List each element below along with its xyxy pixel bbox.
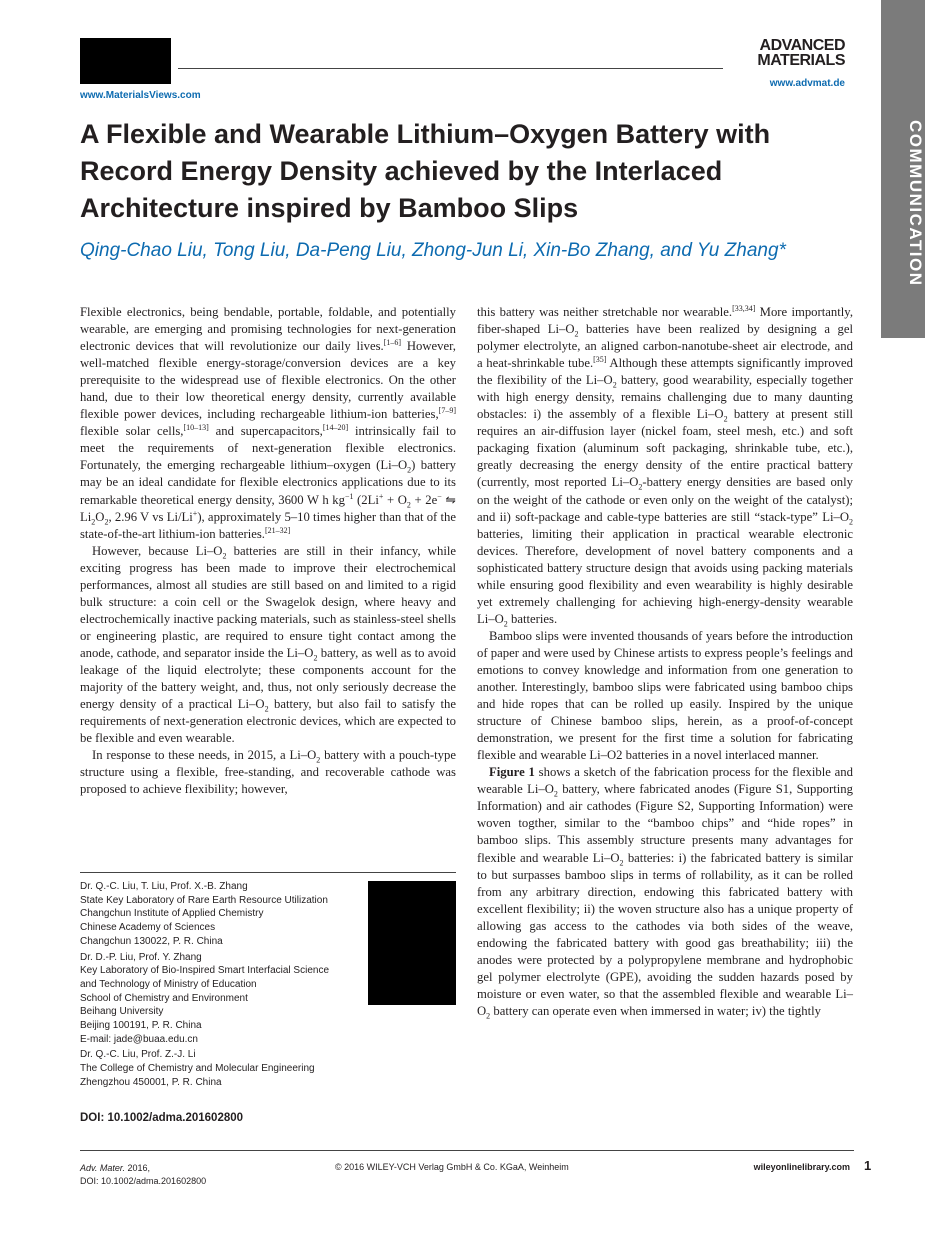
journal-logo	[730, 38, 845, 76]
journal-name: Adv. Mater.	[80, 1163, 126, 1173]
journal-year: 2016,	[125, 1163, 151, 1173]
right-column	[477, 304, 853, 1020]
footer-citation	[80, 1162, 206, 1188]
affiliation-block: Dr. Q.-C. Liu, Prof. Z.-J. Li The College of Chemistry and Molecular Engineering Zhengzhou 450001, P. R. China	[80, 1049, 315, 1088]
paragraph: Bamboo slips were invented thousands of years before the introduction of paper and were used by Chinese artists to express people’s feelings and emotions to convey knowledge and information from one generation to another. Interestingly, bamboo slips were fabricated using bamboo chips and hide ropes that can be rolled up easily. Inspired by the unique structure of Chinese bamboo slips, herein, as a proof-of-concept demonstration, we present for the first time a solution for fabricating flexible and wearable Li–O2 batteries in a novel interlaced manner.	[477, 628, 853, 763]
affiliations	[80, 880, 380, 1092]
page-number: 1	[864, 1158, 872, 1173]
author-list: Qing-Chao Liu, Tong Liu, Da-Peng Liu, Zhong-Jun Li, Xin-Bo Zhang, and Yu Zhang*	[80, 240, 786, 261]
affiliation-rule	[80, 872, 456, 873]
logo-line-1: ADVANCED	[759, 37, 845, 54]
footer-rule	[80, 1150, 854, 1151]
figure-1-reference[interactable]: Figure 1	[489, 765, 535, 780]
paragraph: this battery was neither stretchable nor wearable.[33,34] More importantly, fiber-shaped $Li-O_2$ batteries have been realized by designing a gel polymer electrolyte, an aligned carbon-nanotube-sheet air electrode, and a heat-shrinkable tube.[35] Although these attempts significantly improved the flexibility of the $Li-O_2$ battery, good wearability, especially together with high energy density, remains challenging due to many daunting obstacles: i) the assembly of a flexible $Li-O_2$ battery at present still requires an air-diffusion layer (nickel foam, steel mesh, etc.) and soft packaging fixation (aluminum soft packaging, shrinkable tube, etc.), greatly decreasing the energy density of the entire practical battery (currently, most reported $Li-O_2$-battery energy densities are based only on the weight of the cathode or even only on the weight of the catalyst); and ii) soft-package and cable-type batteries are still “stack-type” $Li-O_2$ batteries, limiting their application in practical wearable electronic devices. Therefore, development of novel battery components and a sophisticated battery structure design that avoids using packing materials while ensuring good flexibility and even wearability is highly desirable yet extremely challenging for achieving high-energy-density wearable $Li-O_2$ batteries.	[477, 303, 853, 629]
paragraph: Flexible electronics, being bendable, portable, foldable, and potentially wearable, are emerging and promising technologies for next-generation electronic devices that will revolutionize our daily lives.[1–6] However, well-matched flexible energy-storage/conversion devices are a key prerequisite to the widespread use of flexible electronics. On the other hand, due to their low theoretical energy density, currently available flexible power devices, including rechargeable lithium-ion batteries,[7–9] flexible solar cells,[10–13] and supercapacitors,[14–20] intrinsically fail to meet the requirements of next-generation flexible electronics. Fortunately, the emerging rechargeable lithium–oxygen $(Li-O_2)$ battery may be an ideal candidate for flexible electronics applications due to its remarkable theoretical energy density, 3600 W h $kg^{-1}$ ($2Li^+ + O_2 + 2e^-$ ⇋ $Li_2O_2$, 2.96 V vs Li/Li+), approximately 5–10 times higher than that of the state-of-the-art lithium-ion batteries.[21–32]	[80, 305, 456, 541]
affiliation-block: Dr. Q.-C. Liu, T. Liu, Prof. X.-B. Zhang State Key Laboratory of Rare Earth Resource Utilization Changchun Institute of Applied Chemistry Chinese Academy of Sciences Changchun 130022, P. R. China	[80, 881, 328, 947]
advmat-link[interactable]: www.advmat.de	[769, 78, 845, 89]
email-link[interactable]: E-mail: jade@buaa.edu.cn	[80, 1033, 198, 1045]
copyright: © 2016 WILEY-VCH Verlag GmbH & Co. KGaA, Weinheim	[335, 1162, 569, 1172]
affiliation-black-box	[368, 881, 456, 1005]
article-type-tab	[881, 0, 925, 338]
materialsviews-link[interactable]: www.MaterialsViews.com	[80, 90, 201, 101]
left-column	[80, 304, 456, 798]
doi-label[interactable]: DOI: 10.1002/adma.201602800	[80, 1112, 244, 1124]
header-rule	[178, 68, 723, 69]
paragraph: However, because $Li-O_2$ batteries are still in their infancy, while exciting progress has been made to improve their electrochemical performances, almost all studies are still based on and limited to a rigid bulk structure: a coin cell or the Swagelok design, where heavy and electrochemically inactive packing materials, such as stainless-steel shells or engineering plastic, are required to ensure tight contact among the anode, cathode, and separator inside the $Li-O_2$ battery, as well as to avoid leakage of the liquid electrolyte; these components account for the majority of the battery weight, and, thus, not only seriously decrease the energy density of a practical $Li-O_2$ battery, but also fail to satisfy the requirements of next-generation electronic devices, which are expected to be flexible and even wearable.	[80, 543, 457, 746]
wiley-link[interactable]: wileyonlinelibrary.com	[753, 1162, 850, 1172]
article-type-label: COMMUNICATION	[906, 120, 925, 287]
paragraph: In response to these needs, in 2015, a $Li-O_2$ battery with a pouch-type structure using a flexible, free-standing, and recoverable cathode was proposed to achieve flexibility; however,	[80, 748, 456, 797]
header-black-box	[80, 38, 171, 84]
footer-doi: DOI: 10.1002/adma.201602800	[80, 1176, 207, 1186]
affiliation-block: Dr. D.-P. Liu, Prof. Y. Zhang Key Laboratory of Bio-Inspired Smart Interfacial Science and Technology of Ministry of Education School of Chemistry and Environment Beihang University Beijing 100191, P. R. China E-mail: jade@buaa.edu.cn	[80, 951, 380, 1047]
paragraph: Figure 1 shows a sketch of the fabrication process for the flexible and wearable $Li-O_2$ battery, where fabricated anodes (Figure S1, Supporting Information) and air cathodes (Figure S2, Supporting Information) were woven togther, similar to the “bamboo chips” and “hide ropes” in bamboo slips. This assembly structure presents many advantages for flexible and wearable $Li-O_2$ batteries: i) the fabricated battery is similar to but surpasses bamboo slips in terms of rollability, as it can be rolled from any arbitrary direction, endowing this fabricated battery with excellent flexibility; ii) the woven structure also has a unique property of allowing gas access to the cathodes via both sides of the weave, endowing the fabricated battery with good gas breathability; iii) the anodes were protected by a polypropylene membrane and hydrophobic gel polymer electrolyte (GPE), avoiding the sudden hazards posed by moisture or even water, so that the assembled flexible and wearable $Li-O_2$ battery can operate even when immersed in water; iv) the tightly	[477, 765, 853, 1021]
article-title: A Flexible and Wearable Lithium–Oxygen Battery with Record Energy Density achieved by the Interlaced Architecture inspired by Bamboo Slips	[80, 119, 771, 223]
logo-line-2: MATERIALS	[757, 52, 845, 69]
